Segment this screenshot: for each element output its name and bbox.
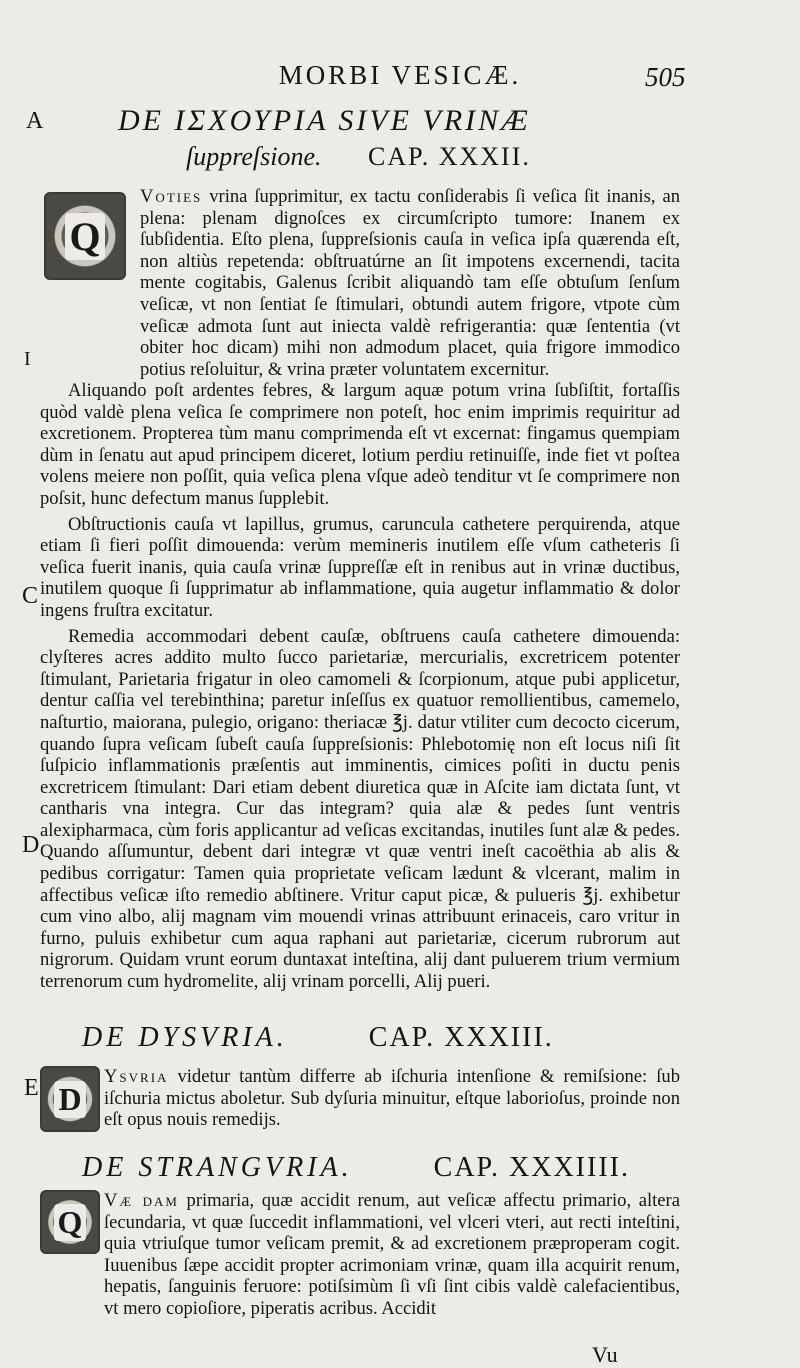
- first-word: Ysvria: [104, 1066, 169, 1087]
- chapter-32-subtitle-italic: ſuppreſsione.: [186, 142, 322, 171]
- margin-letter-d: D: [22, 832, 40, 858]
- chapter-32-opening: [140, 186, 680, 380]
- decorated-initial-d: [40, 1066, 100, 1132]
- paragraph: [140, 186, 680, 380]
- paragraph-text: primaria, quæ accidit renum, aut veſicæ affectu primario, altera ſecundaria, vt quæ ſuccedit inflammationi, vel vlceri vteri, aut recti inteſtini, quia vtriuſque tumor veſicam premit, & ad excretionem præproperam cogit. Iuuenibus ſæpe accidit propter acrimoniam vrinæ, quam illa acquirit renum, hepatis, ſanguinis feruore: potiſsimùm ſi vſi ſint cibis valdè calefacientibus, vt mero copioſiore, piperatis acribus. Accidit: [104, 1190, 680, 1319]
- initial-letter: Q: [54, 1204, 87, 1241]
- decorated-initial-q: [44, 192, 126, 280]
- running-head: MORBI VESICÆ.: [278, 60, 522, 90]
- first-word: Votiεs: [140, 186, 203, 207]
- first-word: Væ dam: [104, 1190, 179, 1211]
- chapter-33-body: [104, 1066, 680, 1131]
- chapter-32-body: [40, 380, 680, 993]
- chapter-33-title: DE DYSVRIA.: [82, 1022, 288, 1053]
- chapter-32-cap: CAP. XXXII.: [368, 142, 531, 171]
- chapter-33-heading: [82, 1022, 554, 1054]
- paragraph: Aliquando poſt ardentes febres, & largum aquæ potum vrina ſubſiſtit, fortaſſis quòd valdè plena veſica ſe comprimere non poteſt, hoc enim imprimis requiritur ad excretionem. Propterea tùm manu comprimenda eſt vt excernat: fingamus quempiam dùm in ſenatu aut apud principem diceret, lotium perdiu retinuiſſe, inde fiet vt poſtea volens meiere non poſſit, quia veſica plena vſque adeò tenditur vt ſe comprimere non poſsit, hunc defectum manus ſupplebit.: [40, 380, 680, 509]
- paragraph-text: videtur tantùm differre ab iſchuria intenſione & remiſsione: ſub iſchuria mictus aboletur. Sub dyſuria minuitur, eſtque laborioſus, proinde non eſt opus nouis remedijs.: [104, 1066, 680, 1131]
- decorated-initial-q2: [40, 1190, 100, 1254]
- chapter-34-title: DE STRANGVRIA.: [82, 1152, 353, 1183]
- margin-letter-c: C: [22, 583, 39, 609]
- paragraph: Remedia accommodari debent cauſæ, obſtruens cauſa cathetere dimouenda: clyſteres acres addito multo ſucco parietariæ, mercurialis, excretricem potenter ſtimulant, Parietaria frigatur in oleo camomeli & ſcorpionum, atque pubi applicetur, dentur caſſia vel terebinthina; paretur inſeſſus ex quatuor remollientibus, camemelo, naſturtio, maiorana, pulegio, origano: theriacæ ℥j. datur vtiliter cum decocto cicerum, quando ſupra veſicam ſubeſt cauſa ſuppreſsionis: Phlebotomię non eſt locus niſi ſit ſuſpicio inflammationis præſentis aut imminentis, cimices poſiti in ductu penis excretricem ſtimulant: Dari etiam debent diuretica quæ in Aſcite iam dictata ſunt, vt cantharis vna integra. Cur das integram? quia alæ & pedes ſunt ventris alexipharmaca, cùm foris applicantur ad veſicas excitandas, inutiles ſunt alæ & pedes. Quando aſſumuntur, debent dari integræ vt quæ ventri ineſt cacoëthia ab alis & pedibus corrigatur: Tamen quia proprietate veſicam lædunt & vlcerant, malim in affectibus veſicæ iſto remedio abſtinere. Vritur caput picæ, & pulueris ℥j. exhibetur cum vino albo, alij magnam vim mouendi vrinas attribuunt erinaceis, caro vritur in furno, puluis exhibetur cum aqua raphani aut parietariæ, cicerum rubrorum aut nigrorum. Quidam vrunt eorum duntaxat inteſtina, alij dant puluerem trium vermium terrenorum cum hydromelite, alij vrinam porcelli, Alij pueri.: [40, 625, 680, 993]
- margin-letter-b: I: [24, 348, 31, 370]
- initial-letter: Q: [65, 213, 104, 260]
- paragraph: Obſtructionis cauſa vt lapillus, grumus, caruncula cathetere perquirenda, atque etiam ſi fieri poſſit dimouenda: verùm memineris inutilem eſſe vſum catheteris ſi veſica fuerit inanis, quia cauſa vrinæ ſuppreſſæ eſt in renibus aut in vrinæ ductibus, inutilem quoque ſi ſupprimatur ab inflammatione, quia augetur inflammatio & dolor ingens fruſtra excitatur.: [40, 513, 680, 621]
- chapter-33-cap: CAP. XXXIII.: [368, 1022, 554, 1053]
- chapter-34-body: [104, 1190, 680, 1320]
- chapter-32-title: DE ΙΣΧΟΥΡΙΑ SIVE VRINÆ: [118, 104, 531, 137]
- paragraph: [104, 1066, 680, 1131]
- chapter-32-subtitle: [186, 142, 531, 172]
- paragraph-text: vrina ſupprimitur, ex tactu conſiderabis ſi veſica ſit inanis, an plena: plenam dignoſces ex circumſcripto tumore: Inanem ex ſubſidentia. Eſto plena, ſuppreſsionis cauſa in veſica ipſa quærenda eſt, non altiùs repetenda: obſtruatúrne an ſit impotens excernendi, tacita mente cogitabis, Galenus ſcribit aliquandò tam eſſe obtuſum ſenſum veſicæ, vt non ſentiat ſe ſtimulari, obtundi autem frigore, vtpote cùm veſicæ admota ſunt aut iniecta valdè refrigerantia: quæ ſententia (vt obiter hoc dicam) mihi non admodum placet, quia frigore immodico potius reſoluitur, & vrina præter voluntatem excernitur.: [140, 186, 680, 380]
- margin-letter-a: A: [26, 108, 44, 134]
- page-number: 505: [645, 62, 686, 92]
- chapter-34-cap: CAP. XXXIIII.: [433, 1152, 630, 1183]
- catchword: Vu: [592, 1342, 618, 1367]
- initial-letter: D: [54, 1081, 85, 1118]
- margin-letter-e: E: [24, 1075, 39, 1101]
- chapter-34-heading: [82, 1152, 630, 1184]
- paragraph: [104, 1190, 680, 1320]
